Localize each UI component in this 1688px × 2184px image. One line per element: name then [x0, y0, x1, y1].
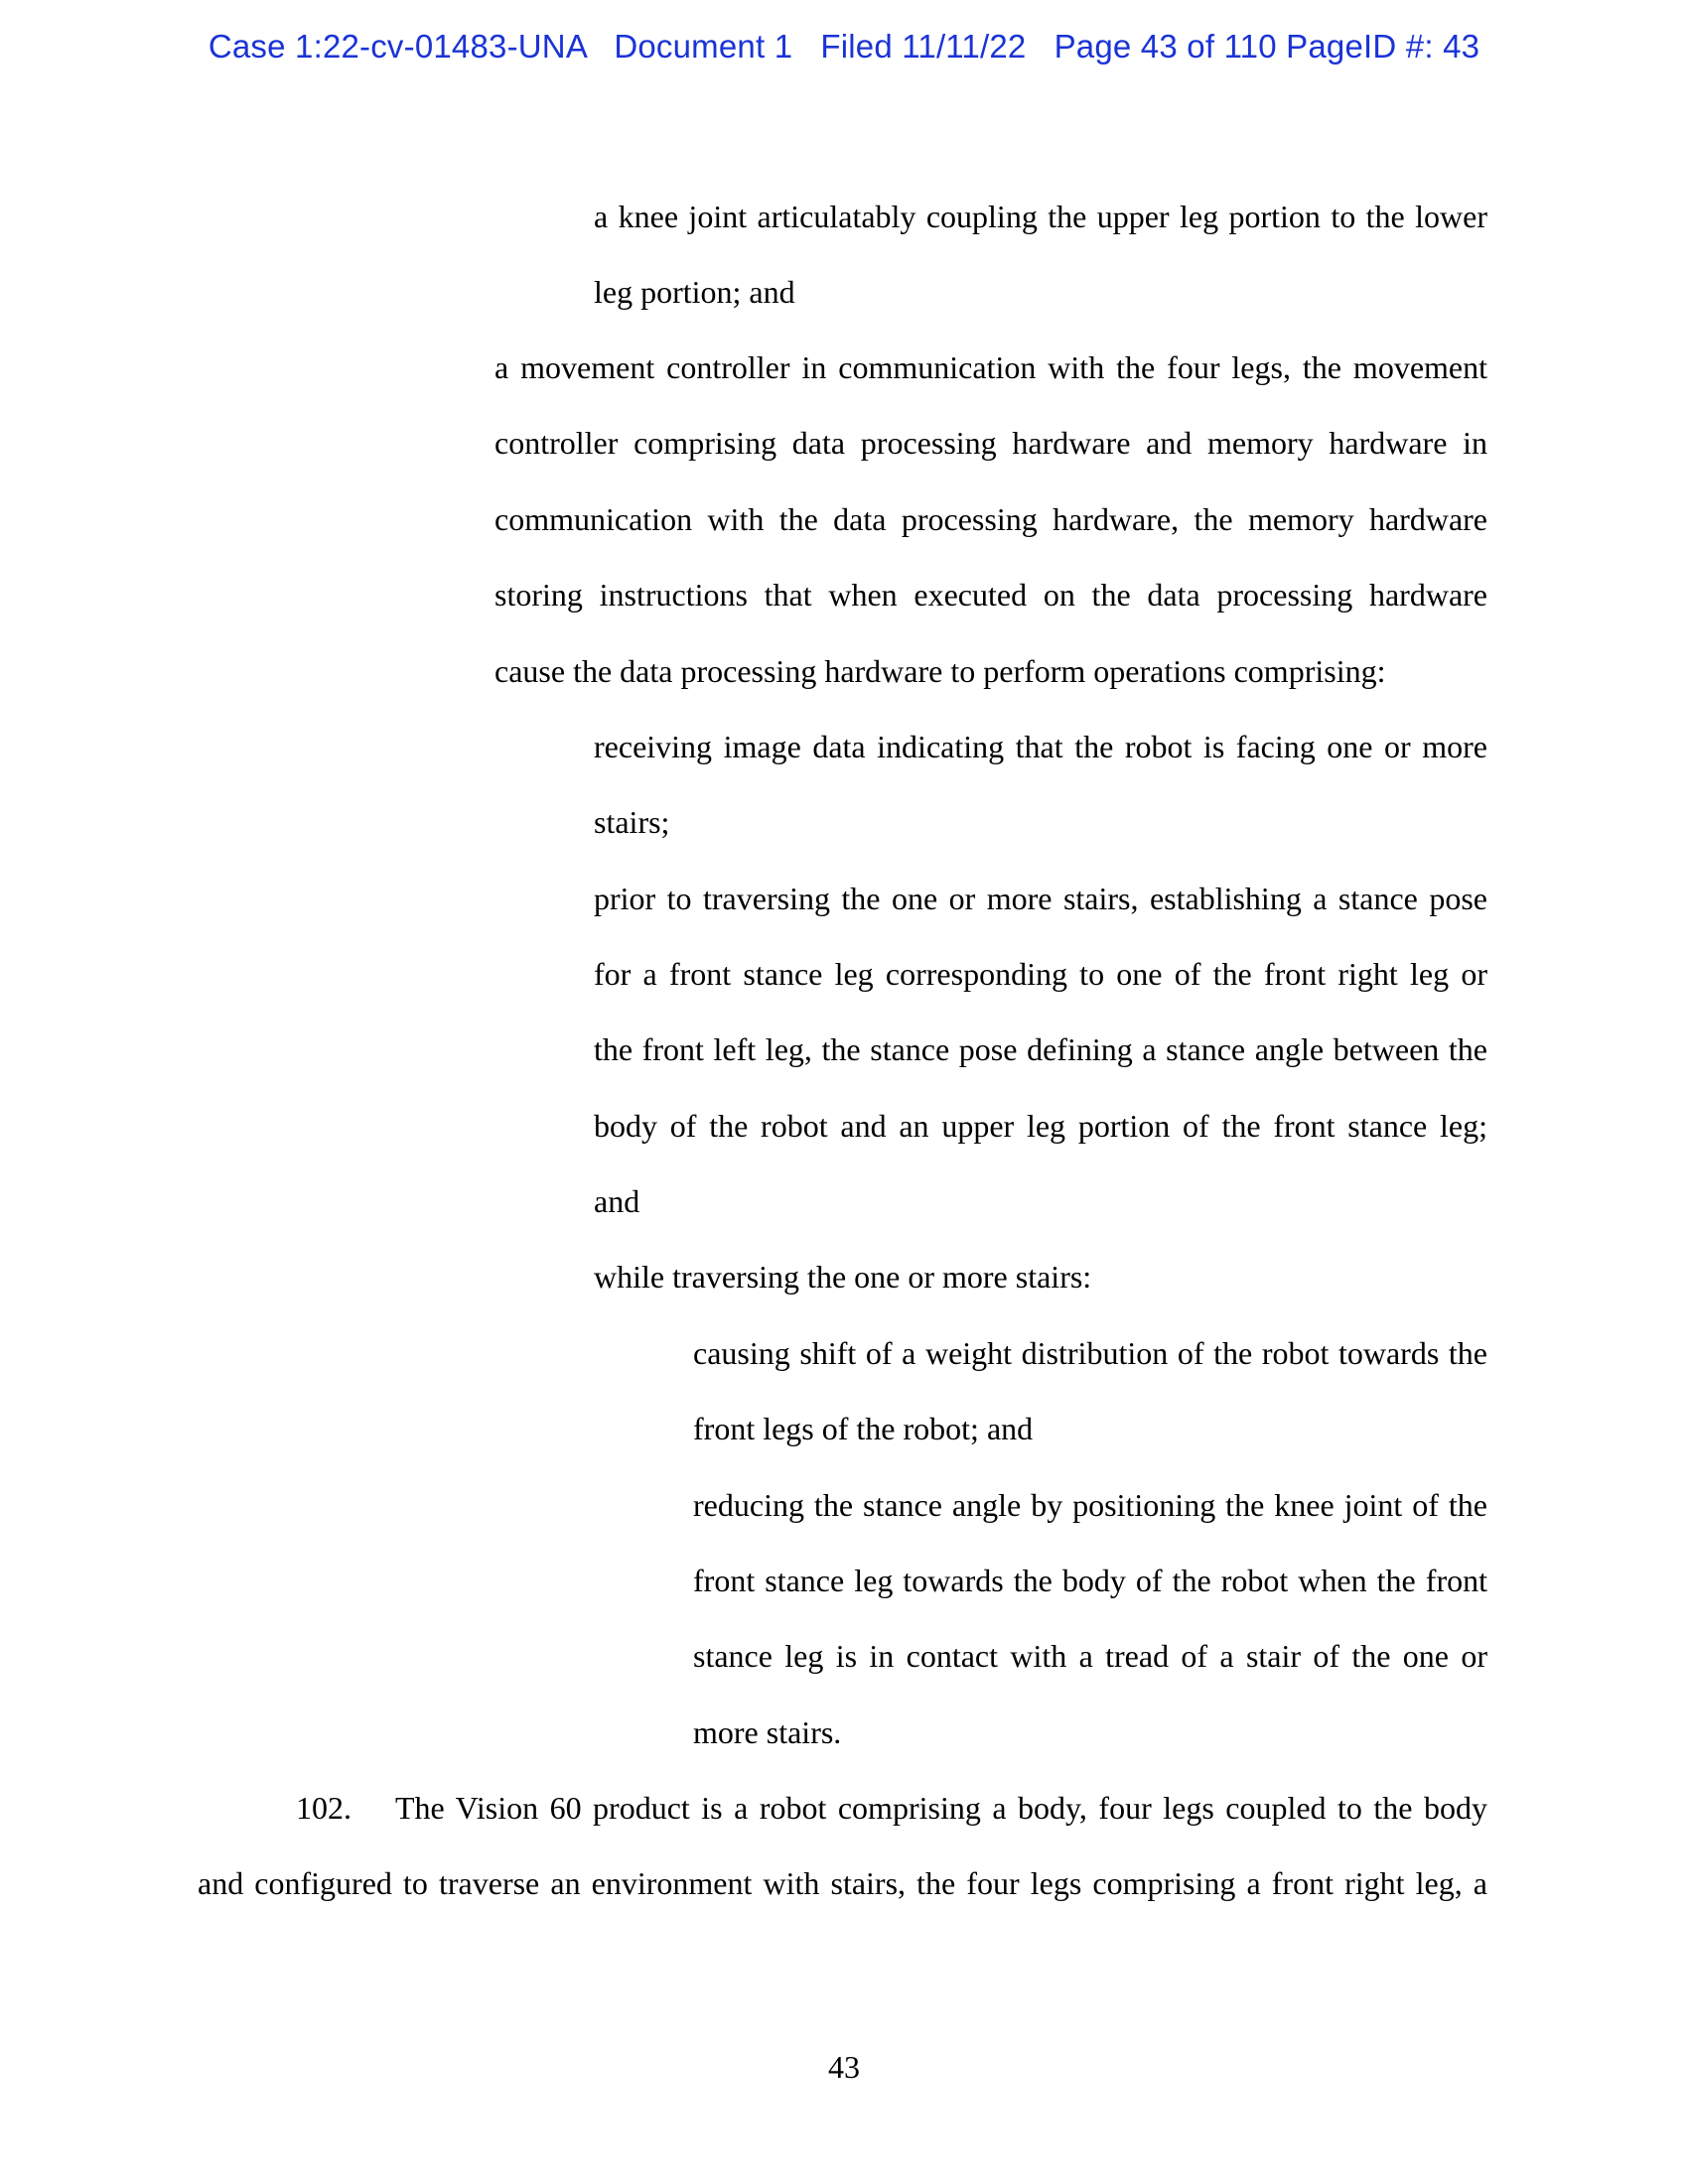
- claim-line: reducing the stance angle by positioning the knee joint of the: [693, 1487, 1487, 1523]
- claim-line: causing shift of a weight distribution of the robot towards the: [693, 1335, 1487, 1371]
- claim-line: cause the data processing hardware to perform operations comprising:: [494, 653, 1386, 689]
- claim-line: and: [594, 1183, 640, 1219]
- claim-line: prior to traversing the one or more stairs, establishing a stance pose: [594, 881, 1487, 916]
- claim-line: controller comprising data processing hardware and memory hardware in: [494, 425, 1487, 461]
- claim-line: a knee joint articulatably coupling the upper leg portion to the lower: [594, 199, 1487, 234]
- claim-line: for a front stance leg corresponding to one of the front right leg or: [594, 956, 1487, 992]
- claim-line: receiving image data indicating that the robot is facing one or more: [594, 729, 1487, 764]
- claim-line: while traversing the one or more stairs:: [594, 1259, 1092, 1295]
- claim-line: front legs of the robot; and: [693, 1411, 1034, 1446]
- claim-line: body of the robot and an upper leg portion of the front stance leg;: [594, 1108, 1487, 1144]
- claim-line: stance leg is in contact with a tread of a stair of the one or: [693, 1638, 1487, 1674]
- claim-line: communication with the data processing hardware, the memory hardware: [494, 501, 1487, 537]
- claim-line: storing instructions that when executed on the data processing hardware: [494, 577, 1487, 613]
- claim-line: stairs;: [594, 804, 670, 840]
- paragraph-line: The Vision 60 product is a robot comprising a body, four legs coupled to the body: [395, 1790, 1487, 1826]
- claim-line: more stairs.: [693, 1714, 842, 1750]
- page-number: 43: [828, 2049, 860, 2085]
- case-number: Case 1:22-cv-01483-UNA: [208, 28, 587, 65]
- paragraph-line: and configured to traverse an environment with stairs, the four legs comprising a front right leg, a: [198, 1865, 1487, 1901]
- filed-date: Filed 11/11/22: [820, 28, 1027, 65]
- document-number: Document 1: [614, 28, 793, 65]
- paragraph-number: 102.: [296, 1790, 352, 1826]
- case-header: [0, 28, 1688, 66]
- page-id: Page 43 of 110 PageID #: 43: [1054, 28, 1480, 65]
- claim-line: front stance leg towards the body of the robot when the front: [693, 1563, 1487, 1598]
- claim-line: a movement controller in communication with the four legs, the movement: [494, 349, 1487, 385]
- claim-line: the front left leg, the stance pose defining a stance angle between the: [594, 1031, 1487, 1067]
- claim-line: leg portion; and: [594, 274, 795, 310]
